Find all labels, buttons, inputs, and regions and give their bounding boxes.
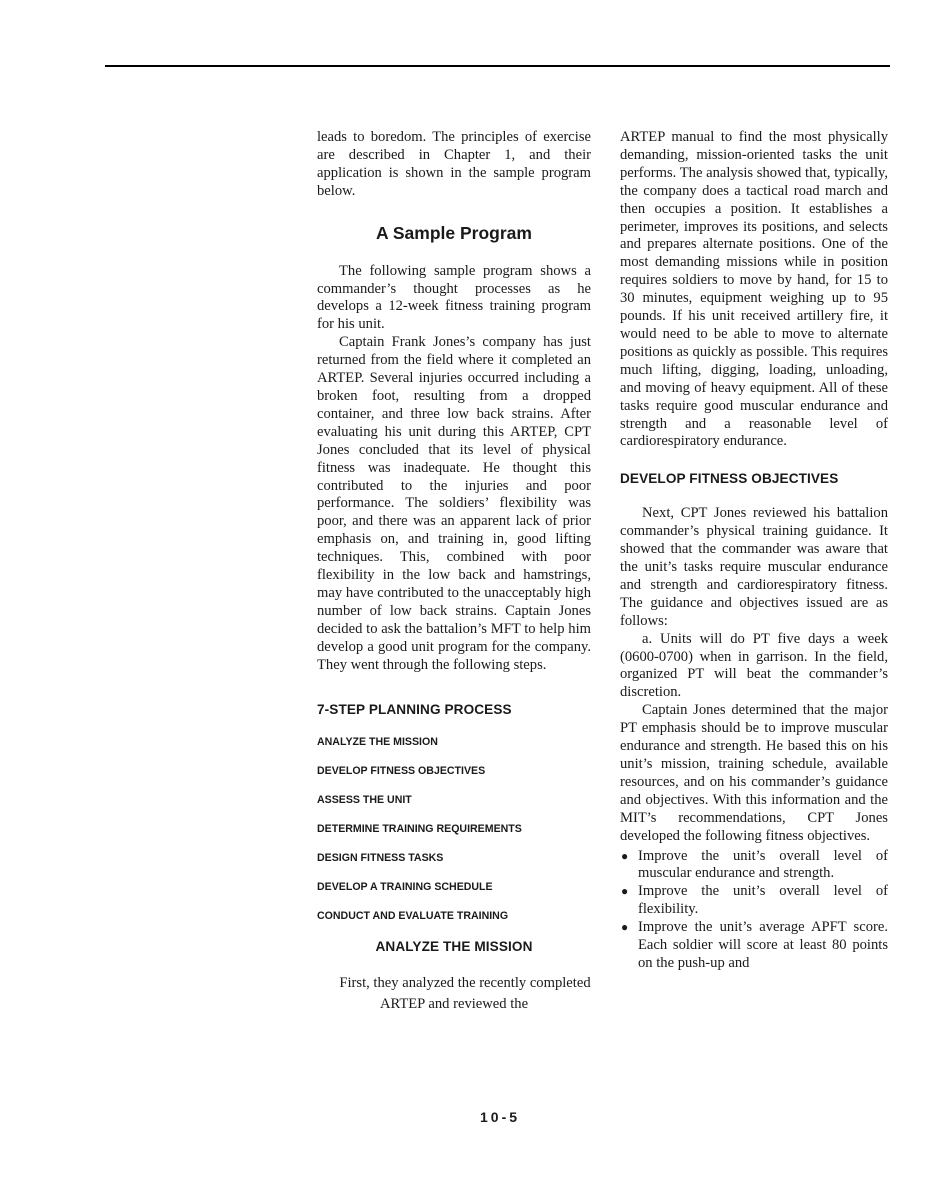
planning-step: DETERMINE TRAINING REQUIREMENTS xyxy=(317,823,522,836)
objective-item xyxy=(620,883,888,919)
planning-steps-list xyxy=(317,736,591,923)
planning-step: CONDUCT AND EVALUATE TRAINING xyxy=(317,910,509,923)
objective-text: Improve the unit’s overall level of muscular endurance and strength. xyxy=(638,847,888,882)
develop-objectives-heading: DEVELOP FITNESS OBJECTIVES xyxy=(620,471,839,487)
bullet-icon: ● xyxy=(621,884,629,899)
planning-step: DEVELOP A TRAINING SCHEDULE xyxy=(317,881,493,894)
planning-process-heading: 7-STEP PLANNING PROCESS xyxy=(317,702,512,718)
objective-text: Improve the unit’s overall level of flexibility. xyxy=(638,883,888,918)
top-rule xyxy=(105,65,890,67)
planning-step: ASSESS THE UNIT xyxy=(317,794,412,807)
artep-analysis-paragraph: ARTEP manual to find the most physically demanding, mission-oriented tasks the unit performs. The analysis showed that, typically, the company does a tactical road march and then occupies a position. It establishes a perimeter, improves its positions, and selects and prepares alternate positions. One of the most demanding missions while in position requires soldiers to move by hand, for 15 to 30 minutes, equipment weighing up to 95 pounds. If his unit received artillery fire, it would need to be able to move to alternate positions as quickly as possible. This requires much lifting, digging, loading, unloading, and moving of heavy equipment. All of these tasks require good muscular endurance and strength and a reasonable level of cardiorespiratory endurance. xyxy=(620,129,888,450)
right-column xyxy=(620,129,888,973)
bullet-icon: ● xyxy=(621,848,629,863)
objectives-list xyxy=(620,848,888,973)
emphasis-paragraph: Captain Jones determined that the major PT emphasis should be to improve muscular endurance and strength. He based this on his unit’s mission, training schedule, available resources, and on his commander’s guidance and objectives. With this information and the MIT’s recommendations, CPT Jones developed the following fitness objectives. xyxy=(620,702,888,844)
objective-item xyxy=(620,848,888,884)
objective-text: Improve the unit’s average APFT score. Each soldier will score at least 80 points on the push-up and xyxy=(638,919,888,971)
intro-paragraph: leads to boredom. The principles of exercise are described in Chapter 1, and their application is shown in the sample program below. xyxy=(317,129,591,199)
sample-intro-paragraph: The following sample program shows a commander’s thought processes as he develops a 12-week fitness training program for his unit. xyxy=(317,262,591,333)
bullet-icon: ● xyxy=(621,920,629,935)
page-number: 10-5 xyxy=(480,1109,521,1125)
sample-program-heading: A Sample Program xyxy=(376,222,532,243)
guidance-item-a: a. Units will do PT five days a week (0600-0700) when in garrison. In the field, organized PT will beat the commander’s discretion. xyxy=(620,630,888,701)
left-column xyxy=(317,129,591,1015)
guidance-paragraph: Next, CPT Jones reviewed his battalion commander’s physical training guidance. It showed that the commander was aware that the unit’s tasks require muscular endurance and strength and cardiorespiratory fitness. The guidance and objectives issued are as follows: xyxy=(620,505,888,629)
planning-step: DEVELOP FITNESS OBJECTIVES xyxy=(317,765,486,778)
analyze-mission-paragraph: First, they analyzed the recently completed ARTEP and reviewed the xyxy=(339,975,591,1013)
planning-step: ANALYZE THE MISSION xyxy=(317,736,438,749)
planning-step: DESIGN FITNESS TASKS xyxy=(317,852,444,865)
objective-item xyxy=(620,919,888,973)
analyze-mission-heading: ANALYZE THE MISSION xyxy=(375,939,533,955)
captain-jones-paragraph: Captain Frank Jones’s company has just returned from the field where it completed an ARTEP. Several injuries occurred including a broken foot, resulting from a dropped container, and three low back strains. After evaluating his unit during this ARTEP, CPT Jones concluded that its level of physical fitness was inadequate. He thought this contributed to the injuries and poor performance. The soldiers’ flexibility was poor, and there was an apparent lack of prior emphasis on, and training in, good lifting techniques. This, combined with poor flexibility in the low back and hamstrings, may have contributed to the unacceptably high number of low back strains. Captain Jones decided to ask the battalion’s MFT to help him develop a good unit program for the company. They went through the following steps. xyxy=(317,334,591,673)
